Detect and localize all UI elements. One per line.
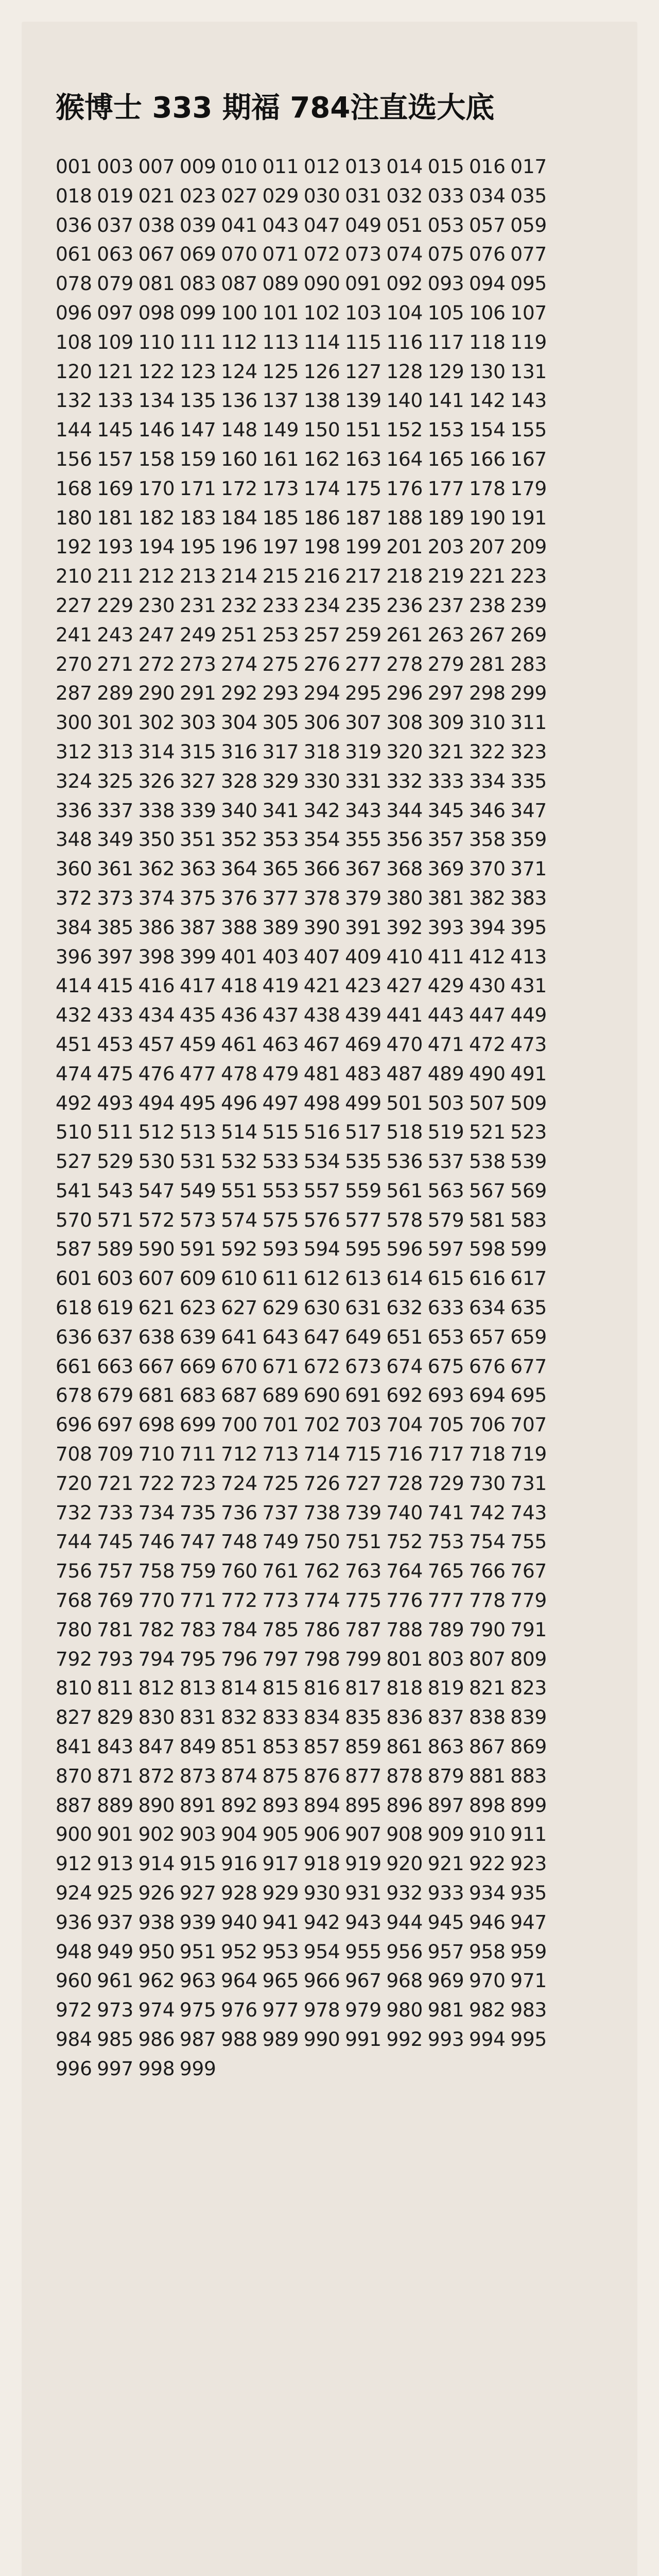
page-title: 猴博士 333 期福 784注直选大底 [56,91,495,125]
number-list: 001 003 007 009 010 011 012 013 014 015 016 017 018 019 021 023 027 029 030 031 032 033 034 035 036 037 038 039 041 043 047 049 051 053 057 059 061 063 067 069 070 071 072 073 074 075 076 077 078 079 081 083 087 089 090 091 092 093 094 095 096 097 098 099 100 101 102 103 104 105 106 107 108 109 110 111 112 113 114 115 116 117 118 119 120 121 122 123 124 125 126 127 128 129 130 131 132 133 134 135 136 137 138 139 140 141 142 143 144 145 146 147 148 149 150 151 152 153 154 155 156 157 158 159 160 161 162 163 164 165 166 167 168 169 170 171 172 173 174 175 176 177 178 179 180 181 182 183 184 185 186 187 188 189 190 191 192 193 194 195 196 197 198 199 201 203 207 209 210 211 212 213 214 215 216 217 218 219 221 223 227 229 230 231 232 233 234 235 236 237 238 239 241 243 247 249 251 253 257 259 261 263 267 269 270 271 272 273 274 275 276 277 278 279 281 283 287 289 290 291 292 293 294 295 296 297 298 299 300 301 302 303 304 305 306 307 308 309 310 311 312 313 314 315 316 317 318 319 320 321 322 323 324 325 326 327 328 329 330 331 332 333 334 335 336 337 338 339 340 341 342 343 344 345 346 347 348 349 350 351 352 353 354 355 356 357 358 359 360 361 362 363 364 365 366 367 368 369 370 371 372 373 374 375 376 377 378 379 380 381 382 383 384 385 386 387 388 389 390 391 392 393 394 395 396 397 398 399 401 403 407 409 410 411 412 413 414 415 416 417 418 419 421 423 427 429 430 431 432 433 434 435 436 437 438 439 441 443 447 449 451 453 457 459 461 463 467 469 470 471 472 473 474 475 476 477 478 479 481 483 487 489 490 491 492 493 494 495 496 497 498 499 501 503 507 509 510 511 512 513 514 515 516 517 518 519 521 523 527 529 530 531 532 533 534 535 536 537 538 539 541 543 547 549 551 553 557 559 561 563 567 569 570 571 572 573 574 575 576 577 578 579 581 583 587 589 590 591 592 593 594 595 596 597 598 599 601 603 607 609 610 611 612 613 614 615 616 617 618 619 621 623 627 629 630 631 632 633 634 635 636 637 638 639 641 643 647 649 651 653 657 659 661 663 667 669 670 671 672 673 674 675 676 677 678 679 681 683 687 689 690 691 692 693 694 695 696 697 698 699 700 701 702 703 704 705 706 707 708 709 710 711 712 713 714 715 716 717 718 719 720 721 722 723 724 725 726 727 728 729 730 731 732 733 734 735 736 737 738 739 740 741 742 743 744 745 746 747 748 749 750 751 752 753 754 755 756 757 758 759 760 761 762 763 764 765 766 767 768 769 770 771 772 773 774 775 776 777 778 779 780 781 782 783 784 785 786 787 788 789 790 791 792 793 794 795 796 797 798 799 801 803 807 809 810 811 812 813 814 815 816 817 818 819 821 823 827 829 830 831 832 833 834 835 836 837 838 839 841 843 847 849 851 853 857 859 861 863 867 869 870 871 872 873 874 875 876 877 878 879 881 883 887 889 890 891 892 893 894 895 896 897 898 899 900 901 902 903 904 905 906 907 908 909 910 911 912 913 914 915 916 917 918 919 920 921 922 923 924 925 926 927 928 929 930 931 932 933 934 935 936 937 938 939 940 941 942 943 944 945 946 947 948 949 950 951 952 953 954 955 956 957 958 959 960 961 962 963 964 965 966 967 968 969 970 971 972 973 974 975 976 977 978 979 980 981 982 983 984 985 986 987 988 989 990 991 992 993 994 995 996 997 998 999 [56,155,547,2080]
